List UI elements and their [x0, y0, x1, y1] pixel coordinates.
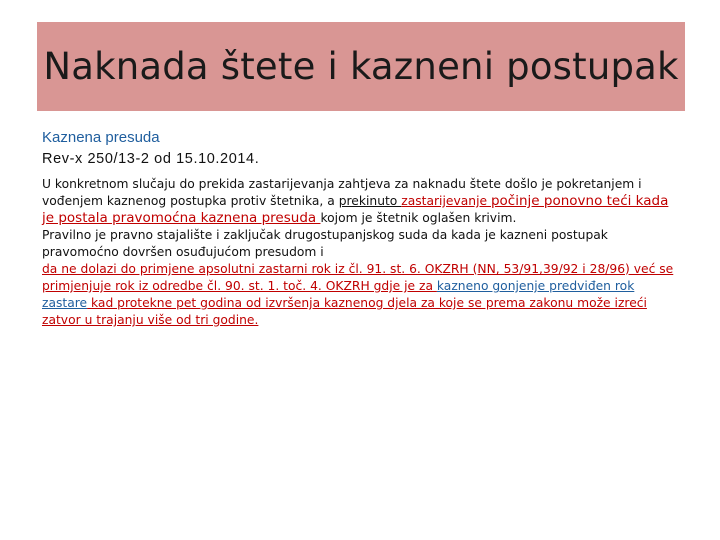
paragraph-2 — [42, 227, 678, 329]
title-band — [37, 22, 685, 111]
p1-text-underlined: prekinuto — [338, 194, 402, 208]
paragraph-1 — [42, 176, 678, 227]
p2-text-plain-1: Pravilno je pravno stajalište i zaključak drugostupanjskog suda da kada je kazneni postupak pravomoćno dovršen osuđujućom presudom i — [42, 228, 608, 259]
p1-text-plain-1: U konkretnom slučaju do prekida zastarijevanja zahtjeva za naknadu štete došlo je pokretanjem i vođenjem kaznenog postupka protiv štetnika, a — [42, 177, 642, 208]
p1-text-plain-2: kojom je štetnik oglašen krivim. — [320, 211, 517, 225]
p2-text-blue: kazneno gonjenje predviđen rok zastare — [42, 279, 635, 310]
p1-text-red-1: zastarijevanje — [401, 194, 491, 208]
case-reference: Rev-x 250/13-2 od 15.10.2014. — [42, 151, 260, 167]
subheading: Kaznena presuda — [42, 129, 160, 146]
slide-content — [42, 128, 678, 329]
slide-title: Naknada štete i kazneni postupak — [43, 45, 679, 88]
p2-text-red-1: da ne dolazi do primjene apsolutni zastarni rok iz čl. 91. st. 6. OKZRH (NN, 53/91,39/92 i 28/96) već se primjenjuje rok iz odredbe čl. 90. st. 1. toč. 4. OKZRH gdje je za — [42, 262, 674, 293]
p2-text-red-2: kad protekne pet godina od izvršenja kaznenog djela za koje se prema zakonu može izreći zatvor u trajanju više od tri godine. — [42, 296, 647, 327]
p1-text-red-2: počinje ponovno teći kada je postala pravomoćna kaznena presuda — [42, 193, 669, 226]
